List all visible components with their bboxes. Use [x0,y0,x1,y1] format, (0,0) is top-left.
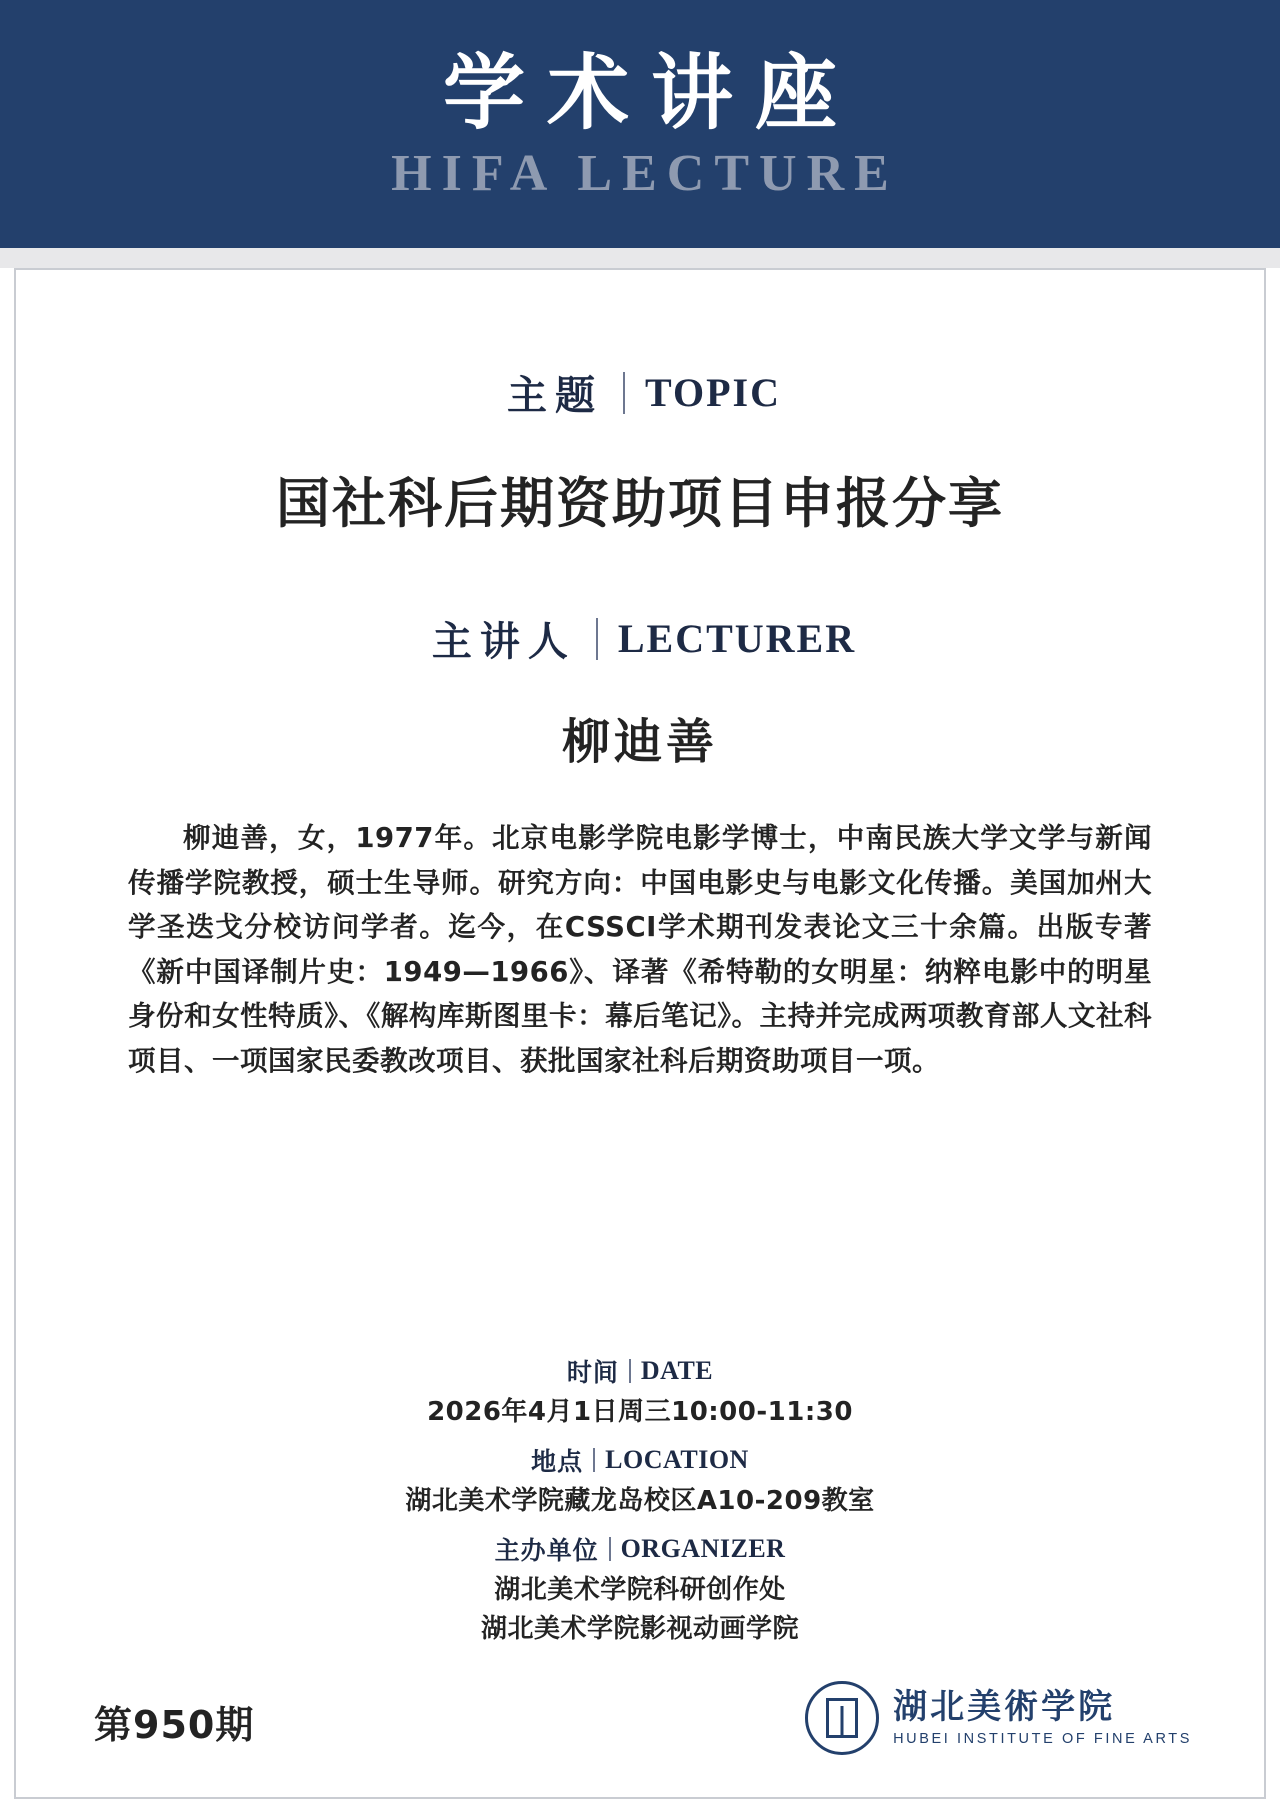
content-body [16,270,1264,1083]
topic-label-en: TOPIC [645,370,781,415]
logo-text [893,1688,1192,1748]
label-separator [629,1359,631,1383]
lecturer-label-row [128,610,1152,667]
location-label-cn: 地点 [531,1447,584,1476]
content-frame [14,268,1266,1799]
date-label-en: DATE [640,1356,714,1385]
label-separator [593,1448,595,1472]
lecturer-name: 柳迪善 [561,714,718,770]
label-separator [596,618,598,660]
lecturer-label-cn: 主讲人 [431,619,576,665]
poster-header [0,0,1280,248]
organizer-label [16,1531,1264,1567]
location-label [16,1442,1264,1478]
organizer-label-en: ORGANIZER [620,1534,786,1563]
logo-name-en: HUBEI INSTITUTE OF FINE ARTS [893,1731,1192,1748]
label-separator [623,372,625,414]
seal-icon [805,1681,879,1755]
event-info [16,1343,1264,1649]
header-title-en: HIFA LECTURE [391,144,899,202]
topic-label-cn: 主题 [507,373,604,419]
organizer-label-cn: 主办单位 [494,1536,599,1565]
header-title-cn: 学术讲座 [442,46,859,142]
organizer-value-2: 湖北美术学院影视动画学院 [480,1614,799,1644]
issue-number: 第950期 [94,1703,255,1747]
lecturer-bio: 柳迪善，女，1977年。北京电影学院电影学博士，中南民族大学文学与新闻传播学院教授，硕士生导师。研究方向：中国电影史与电影文化传播。美国加州大学圣迭戈分校访问学者。迄今，在CSSCI学术期刊发表论文三十余篇。出版专著《新中国译制片史：1949—1966》、译著《希特勒的女明星：纳粹电影中的明星身份和女性特质》、《解构库斯图里卡：幕后笔记》。主持并完成两项教育部人文社科项目、一项国家民委教改项目、获批国家社科后期资助项目一项。 [128,822,1152,1077]
date-label-cn: 时间 [566,1358,619,1387]
label-separator [609,1537,611,1561]
organizer-value-1: 湖北美术学院科研创作处 [494,1575,786,1605]
header-divider [0,248,1280,268]
school-logo [805,1681,1192,1755]
date-value: 2026年4月1日周三10:00-11:30 [427,1397,853,1427]
location-label-en: LOCATION [605,1445,749,1474]
logo-name-cn: 湖北美術学院 [893,1689,1116,1727]
date-label [16,1353,1264,1389]
topic-label-row [128,364,1152,421]
lecturer-label-en: LECTURER [617,616,857,661]
topic-title: 国社科后期资助项目申报分享 [276,472,1004,535]
location-value: 湖北美术学院藏龙岛校区A10-209教室 [405,1486,875,1516]
